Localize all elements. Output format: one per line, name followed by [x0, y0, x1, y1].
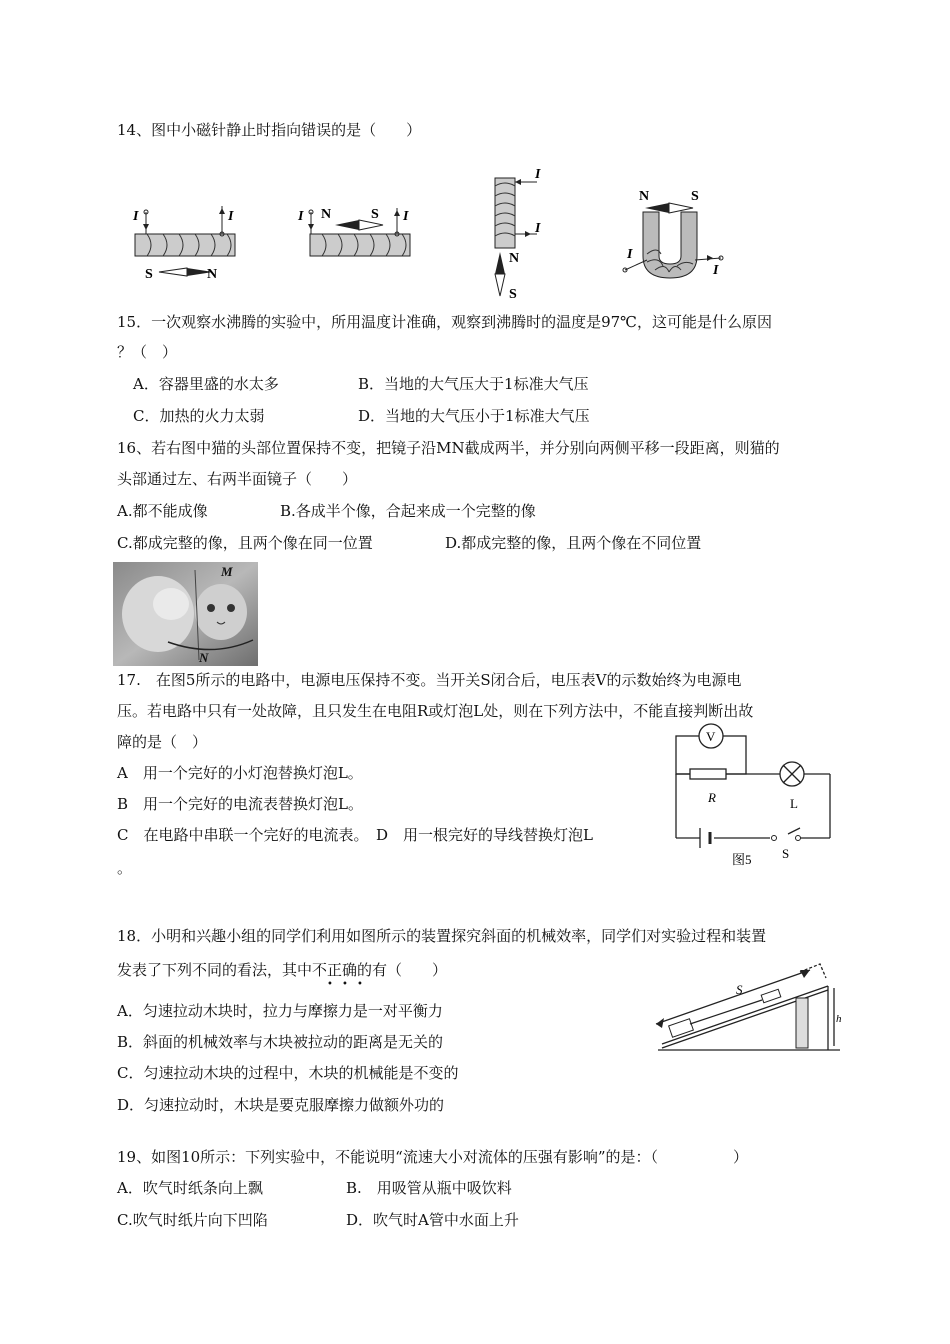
photo-label-n: N — [199, 650, 209, 665]
current-label: I — [403, 209, 409, 224]
current-label: I — [535, 167, 541, 182]
q17-option-a: A 用一个完好的小灯泡替换灯泡L。 — [117, 764, 363, 782]
q17-stem-line3: 障的是（ ） — [117, 733, 208, 751]
height-label: h — [836, 1013, 842, 1025]
q17-option-cd: C 在电路中串联一个完好的电流表。 D 用一根完好的导线替换灯泡L — [117, 826, 593, 844]
q18-option-b: B．斜面的机械效率与木块被拉动的距离是无关的 — [117, 1033, 444, 1051]
q19-option-d: D．吹气时A管中水面上升 — [346, 1211, 519, 1229]
resistor-label: R — [708, 790, 716, 805]
q16-stem-line1: 16、若右图中猫的头部位置保持不变，把镜子沿MN截成两半，并分别向两侧平移一段距离，则猫的 — [117, 439, 780, 457]
lamp-label: L — [790, 796, 798, 811]
emphasis-dot: • — [327, 979, 333, 990]
q14-figure-svg — [125, 150, 765, 300]
q17-tail: 。 — [117, 859, 133, 877]
current-label: I — [627, 247, 633, 262]
q15-stem-line1: 15．一次观察水沸腾的实验中，所用温度计准确，观察到沸腾时的温度是97℃，这可能是什么原因 — [117, 313, 772, 331]
q19-option-c: C.吹气时纸片向下凹陷 — [117, 1211, 268, 1229]
q16-option-d: D.都成完整的像，且两个像在不同位置 — [445, 534, 702, 552]
voltmeter-label: V — [706, 729, 716, 744]
current-label: I — [535, 221, 541, 236]
cat-mirror-photo — [113, 562, 258, 670]
q15-option-c: C．加热的火力太弱 — [133, 407, 265, 425]
pole-label-n: N — [321, 207, 332, 222]
q15-option-a: A．容器里盛的水太多 — [133, 375, 279, 393]
q14-stem: 14、图中小磁针静止时指向错误的是（ ） — [117, 121, 422, 139]
solenoid-2 — [297, 207, 410, 256]
emphasis-dot: • — [342, 979, 348, 990]
emphasis-dot: • — [357, 979, 363, 990]
q18-option-c: C．匀速拉动木块的过程中，木块的机械能是不变的 — [117, 1064, 459, 1082]
pole-label-n: N — [509, 251, 520, 266]
q14-figure — [125, 150, 765, 304]
current-label: I — [713, 263, 719, 278]
incline-figure — [650, 958, 850, 1062]
photo-label-m: M — [221, 564, 233, 579]
q16-option-c: C.都成完整的像，且两个像在同一位置 — [117, 534, 373, 552]
figure-caption: 图5 — [732, 852, 752, 867]
q15-option-b: B．当地的大气压大于1标准大气压 — [358, 375, 589, 393]
q18-stem-line1: 18．小明和兴趣小组的同学们利用如图所示的装置探究斜面的机械效率，同学们对实验过程和装置 — [117, 927, 767, 945]
pole-label-s: S — [509, 287, 517, 300]
pole-label-n: N — [639, 189, 650, 204]
q16-stem-line2: 头部通过左、右两半面镜子（ ） — [117, 470, 358, 488]
q19-stem: 19、如图10所示：下列实验中，不能说明“流速大小对流体的压强有影响”的是：（ ） — [117, 1148, 749, 1166]
distance-label: S — [736, 982, 743, 997]
q18-option-a: A．匀速拉动木块时，拉力与摩擦力是一对平衡力 — [117, 1002, 443, 1020]
pole-label-s: S — [691, 189, 699, 204]
current-label: I — [133, 209, 139, 224]
pole-label-n: N — [207, 267, 218, 282]
q16-option-b: B.各成半个像，合起来成一个完整的像 — [280, 502, 536, 520]
switch-label: S — [782, 846, 790, 861]
current-label: I — [298, 209, 304, 224]
q15-option-d: D．当地的大气压小于1标准大气压 — [358, 407, 590, 425]
pole-label-s: S — [145, 267, 153, 282]
solenoid-3 — [495, 167, 541, 300]
q16-option-a: A.都不能成像 — [117, 502, 208, 520]
q19-option-b: B. 用吸管从瓶中吸饮料 — [346, 1179, 512, 1197]
q17-stem-line2: 压。若电路中只有一处故障，且只发生在电阻R或灯泡L处，则在下列方法中，不能直接判断出故 — [117, 702, 754, 720]
q15-stem-line2: ？（ ） — [117, 343, 178, 361]
pole-label-s: S — [371, 207, 379, 222]
q17-stem-line1: 17. 在图5所示的电路中，电源电压保持不变。当开关S闭合后，电压表V的示数始终为电源电 — [117, 671, 742, 689]
q17-option-b: B 用一个完好的电流表替换灯泡L。 — [117, 795, 363, 813]
q18-stem-line2: 发表了下列不同的看法，其中不正确的有（ ） — [117, 961, 448, 979]
current-label: I — [228, 209, 234, 224]
q19-option-a: A．吹气时纸条向上飘 — [117, 1179, 263, 1197]
solenoid-1 — [132, 206, 235, 282]
u-magnet — [623, 189, 723, 278]
q18-option-d: D．匀速拉动时，木块是要克服摩擦力做额外功的 — [117, 1096, 445, 1114]
circuit-figure-5 — [670, 700, 850, 874]
